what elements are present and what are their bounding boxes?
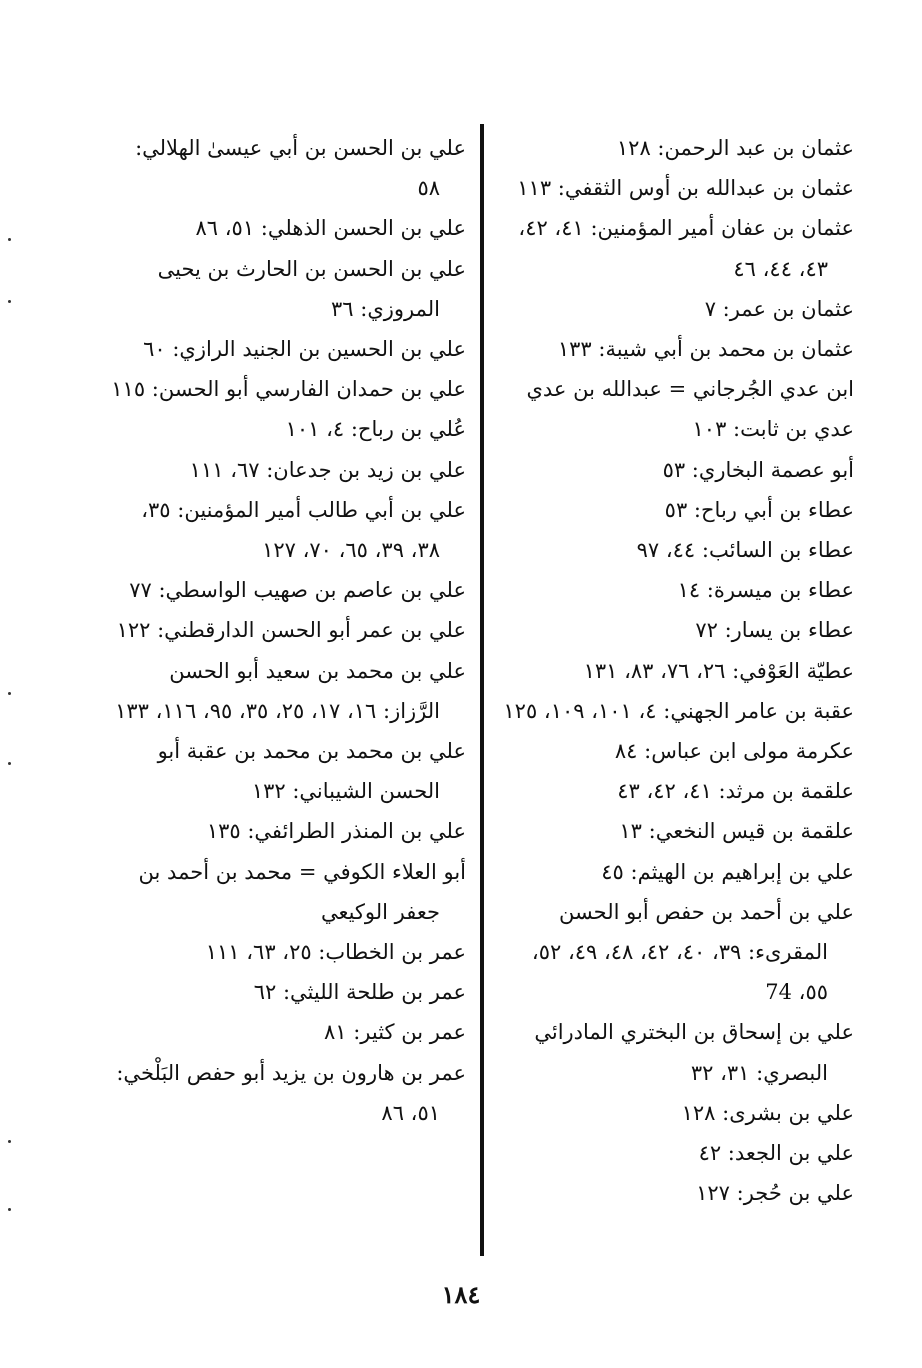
- index-entry: عثمان بن محمد بن أبي شيبة: ١٣٣: [557, 337, 854, 362]
- index-entry: عمر بن هارون بن يزيد أبو حفص البَلْخي: ٥١، ٨٦: [116, 1060, 466, 1125]
- index-entry: علي بن الحسين بن الجنيد الرازي: ٦٠: [143, 337, 466, 362]
- index-entry: علي بن إبراهيم بن الهيثم: ٤٥: [601, 859, 854, 884]
- index-entry: علي بن زيد بن جدعان: ٦٧، ١١١: [189, 457, 466, 482]
- index-entry: عثمان بن عفان أمير المؤمنين: ٤١، ٤٢، ٤٣، ٤٤، ٤٦: [518, 216, 854, 281]
- scan-speck: [8, 692, 11, 695]
- index-entry: عُلي بن رباح: ٤، ١٠١: [285, 417, 466, 442]
- index-entry: علي بن الجعد: ٤٢: [698, 1141, 854, 1166]
- index-entry: علي بن أحمد بن حفص أبو الحسن المقرىء: ٣٩، ٤٠، ٤٢، ٤٨، ٤٩، ٥٢، ٥٥، 74: [531, 899, 854, 1005]
- index-entry: علقمة بن مرثد: ٤١، ٤٢، ٤٣: [617, 779, 854, 804]
- index-entry: عطاء بن ميسرة: ١٤: [677, 578, 854, 603]
- index-entry: عثمان بن عبد الرحمن: ١٢٨: [616, 136, 854, 160]
- index-entry: عمر بن كثير: ٨١: [323, 1020, 466, 1045]
- index-entry: عمر بن طلحة الليثي: ٦٢: [253, 980, 466, 1005]
- index-entry: أبو العلاء الكوفي = محمد بن أحمد بن جعفر الوكيعي: [138, 859, 466, 924]
- index-entry: علي بن محمد بن سعيد أبو الحسن الرَّزاز: ١٦، ١٧، ٢٥، ٣٥، ٩٥، ١١٦، ١٣٣: [115, 658, 466, 723]
- index-entry: علي بن محمد بن محمد بن عقبة أبو الحسن الشيباني: ١٣٢: [157, 739, 466, 804]
- index-entry: علي بن الحسن بن أبي عيسىٰ الهلالي: ٥٨: [135, 136, 466, 201]
- index-entry: علي بن الحسن الذهلي: ٥١، ٨٦: [195, 216, 466, 241]
- index-entry: علي بن عاصم بن صهيب الواسطي: ٧٧: [129, 578, 466, 603]
- scan-speck: [8, 1140, 11, 1143]
- index-entry: علي بن أبي طالب أمير المؤمنين: ٣٥، ٣٨، ٣٩، ٦٥، ٧٠، ١٢٧: [141, 497, 466, 563]
- scan-speck: [8, 1208, 11, 1211]
- index-entry: علي بن المنذر الطرائفي: ١٣٥: [206, 819, 466, 844]
- index-entry: عدي بن ثابت: ١٠٣: [692, 417, 854, 442]
- index-entry: عطاء بن السائب: ٤٤، ٩٧: [636, 538, 854, 563]
- index-entry: علي بن حُجر: ١٢٧: [696, 1181, 854, 1206]
- index-entry: عثمان بن عبدالله بن أوس الثقفي: ١١٣: [517, 176, 854, 201]
- index-entry: علي بن بشرى: ١٢٨: [681, 1100, 854, 1125]
- scan-speck: [8, 238, 11, 241]
- index-entry: علي بن الحسن بن الحارث بن يحيى المروزي: ٣٦: [157, 256, 466, 321]
- scan-speck: [8, 300, 11, 303]
- index-entry: عطاء بن أبي رباح: ٥٣: [664, 497, 854, 522]
- index-entry: ابن عدي الجُرجاني = عبدالله بن عدي: [526, 377, 854, 402]
- index-entry: علقمة بن قيس النخعي: ١٣: [619, 819, 854, 844]
- index-entry: عثمان بن عمر: ٧: [704, 296, 854, 321]
- index-entry: علي بن إسحاق بن البختري المادرائي البصري: ٣١، ٣٢: [534, 1020, 854, 1085]
- index-entry: عمر بن الخطاب: ٢٥، ٦٣، ١١١: [205, 940, 466, 965]
- scan-speck: [8, 762, 11, 765]
- index-entry: علي بن حمدان الفارسي أبو الحسن: ١١٥: [111, 377, 466, 402]
- page-number: ١٨٤: [441, 1280, 481, 1309]
- index-entry: علي بن عمر أبو الحسن الدارقطني: ١٢٢: [116, 618, 466, 643]
- index-entry: عطاء بن يسار: ٧٢: [695, 618, 854, 643]
- index-entry: عقبة بن عامر الجهني: ٤، ١٠١، ١٠٩، ١٢٥: [503, 698, 854, 723]
- index-entry: أبو عصمة البخاري: ٥٣: [662, 457, 854, 482]
- index-entry: عطيّة العَوْفي: ٢٦، ٧٦، ٨٣، ١٣١: [583, 658, 854, 683]
- index-entry: عكرمة مولى ابن عباس: ٨٤: [614, 739, 854, 764]
- index-column-right: [498, 128, 854, 1258]
- column-divider: [480, 124, 484, 1256]
- index-column-left: [110, 128, 466, 1258]
